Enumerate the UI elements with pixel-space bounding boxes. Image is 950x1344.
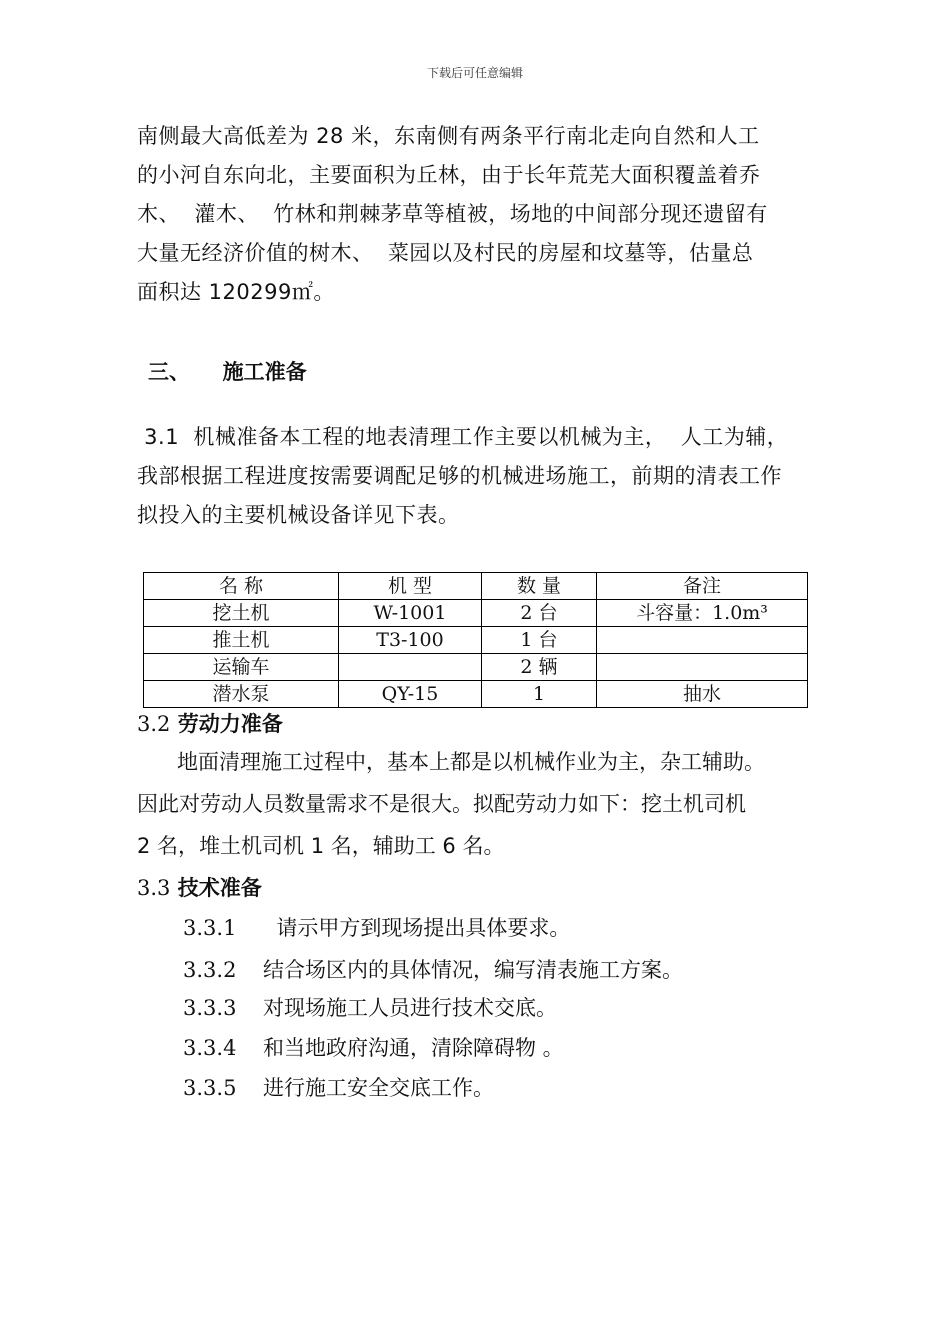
tech-item-number: 3.3.4	[183, 1036, 237, 1060]
table-header-row	[144, 573, 808, 600]
section-3-2-heading	[137, 708, 283, 738]
table-row	[144, 627, 808, 654]
tech-item	[183, 992, 557, 1022]
tech-item-text: 进行施工安全交底工作。	[263, 1076, 494, 1100]
table-cell: 斗容量：1.0m³	[597, 600, 808, 627]
tech-item-text: 请示甲方到现场提出具体要求。	[263, 916, 571, 940]
section-3-1-paragraph	[137, 418, 827, 535]
section-3-number: 三、	[148, 360, 190, 384]
equipment-table-wrapper	[143, 572, 808, 708]
page-header: 下载后可任意编辑	[426, 66, 523, 80]
table-cell: T3-100	[339, 627, 482, 654]
tech-item-number: 3.3.1	[183, 916, 237, 940]
table-cell	[597, 627, 808, 654]
intro-line: 木、 灌木、 竹林和荆棘茅草等植被，场地的中间部分现还遗留有	[137, 202, 768, 226]
tech-item-number: 3.3.3	[183, 996, 237, 1020]
table-header-cell: 机 型	[339, 573, 482, 600]
table-row	[144, 600, 808, 627]
table-cell: 挖土机	[144, 600, 339, 627]
table-cell: QY-15	[339, 681, 482, 708]
tech-item-number: 3.3.5	[183, 1076, 237, 1100]
table-cell: W-1001	[339, 600, 482, 627]
section-3-3-heading	[137, 872, 262, 902]
tech-item	[183, 912, 570, 942]
section-3-3-number: 3.3	[137, 876, 171, 900]
tech-item-text: 对现场施工人员进行技术交底。	[263, 996, 557, 1020]
s32-line: 地面清理施工过程中，基本上都是以机械作业为主，杂工辅助。	[137, 750, 766, 774]
table-header-cell: 数 量	[482, 573, 597, 600]
table-row	[144, 654, 808, 681]
tech-item-text: 和当地政府沟通，清除障碍物 。	[263, 1036, 564, 1060]
tech-item	[183, 1072, 494, 1102]
s32-line: 因此对劳动人员数量需求不是很大。拟配劳动力如下：挖土机司机	[137, 792, 746, 816]
table-cell: 1 台	[482, 627, 597, 654]
intro-line: 的小河自东向北，主要面积为丘林，由于长年荒芜大面积覆盖着乔	[137, 163, 761, 187]
intro-paragraph	[137, 117, 827, 312]
section-3-2-number: 3.2	[137, 712, 171, 736]
section-3-3-title: 技术准备	[177, 876, 262, 900]
tech-item	[183, 954, 683, 984]
equipment-table	[143, 572, 808, 708]
intro-line: 南侧最大高低差为 28 米，东南侧有两条平行南北走向自然和人工	[137, 124, 760, 148]
section-3-heading	[148, 356, 307, 386]
s31-line: 我部根据工程进度按需要调配足够的机械进场施工，前期的清表工作	[137, 464, 782, 488]
section-3-2-paragraph	[137, 741, 765, 867]
table-cell: 推土机	[144, 627, 339, 654]
table-cell: 2 台	[482, 600, 597, 627]
s32-line: 2 名，堆土机司机 1 名，辅助工 6 名。	[137, 834, 505, 858]
table-cell: 2 辆	[482, 654, 597, 681]
table-cell: 抽水	[597, 681, 808, 708]
table-cell	[339, 654, 482, 681]
section-3-2-title: 劳动力准备	[177, 712, 283, 736]
table-header-cell: 备注	[597, 573, 808, 600]
tech-item-text: 结合场区内的具体情况，编写清表施工方案。	[263, 958, 683, 982]
table-cell: 潜水泵	[144, 681, 339, 708]
table-row	[144, 681, 808, 708]
table-cell: 运输车	[144, 654, 339, 681]
intro-line: 面积达 120299㎡。	[137, 280, 335, 304]
tech-item-number: 3.3.2	[183, 958, 237, 982]
table-cell	[597, 654, 808, 681]
s31-line: 3.1 机械准备本工程的地表清理工作主要以机械为主， 人工为辅，	[137, 425, 789, 449]
section-3-title: 施工准备	[222, 360, 307, 384]
tech-item	[183, 1032, 564, 1062]
table-cell: 1	[482, 681, 597, 708]
s31-line: 拟投入的主要机械设备详见下表。	[137, 503, 460, 527]
table-header-cell: 名 称	[144, 573, 339, 600]
intro-line: 大量无经济价值的树木、 菜园以及村民的房屋和坟墓等，估量总	[137, 241, 754, 265]
